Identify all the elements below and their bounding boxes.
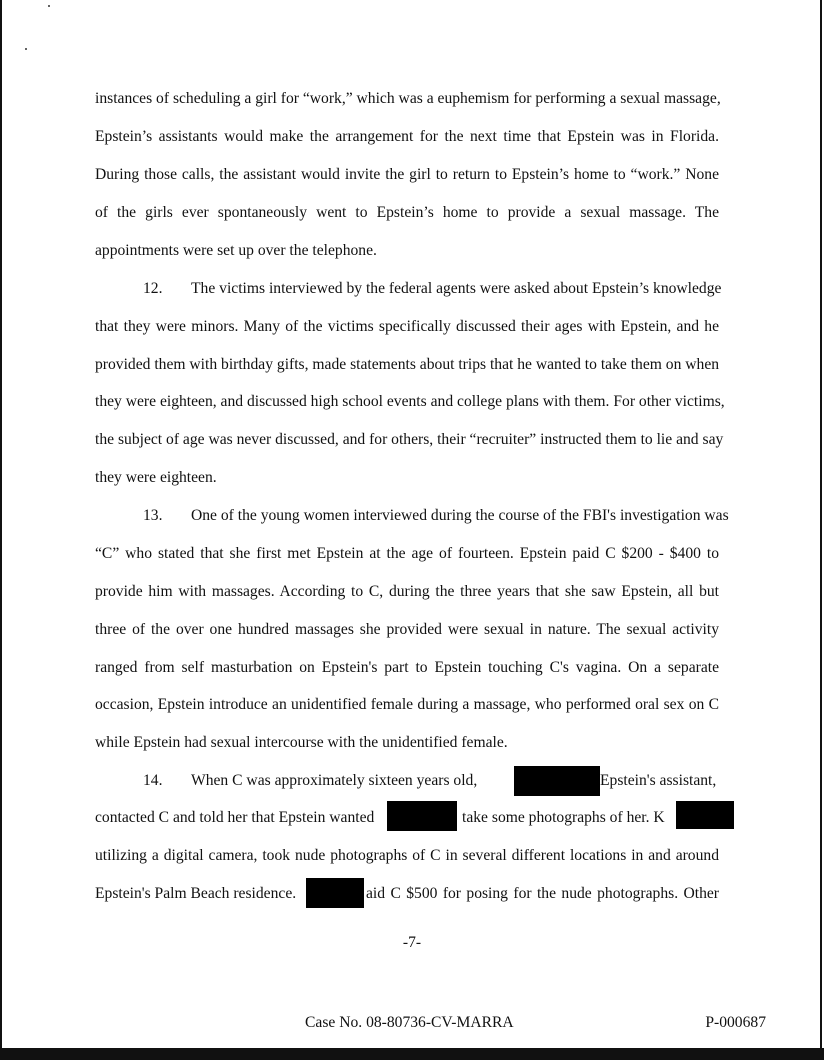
text-fragment: Epstein's Palm Beach residence. (95, 885, 297, 902)
paragraph-13-first-line: 13. One of the young women interviewed during the course of the FBI's investigation was (143, 507, 729, 524)
scan-border-right (820, 0, 822, 1060)
paragraph-number: 14. (143, 772, 163, 789)
text-line: Epstein’s assistants would make the arrangement for the next time that Epstein was in Florida. (95, 128, 719, 145)
scan-border-bottom (0, 1048, 824, 1060)
text-line: while Epstein had sexual intercourse with the unidentified female. (95, 734, 508, 751)
case-number: Case No. 08-80736-CV-MARRA (305, 1014, 514, 1031)
page-number: -7- (402, 934, 422, 951)
bates-number: P-000687 (705, 1014, 766, 1031)
text-line: they were eighteen. (95, 469, 217, 486)
text-line: utilizing a digital camera, took nude photographs of C in several different locations in and around (95, 847, 719, 864)
redaction-bar (514, 766, 600, 796)
text-line: three of the over one hundred massages she provided were sexual in nature. The sexual activity (95, 621, 719, 638)
text-fragment: take some photographs of her. K (462, 809, 665, 826)
paragraph-number: 13. (143, 507, 163, 524)
text-fragment: contacted C and told her that Epstein wanted (95, 809, 375, 826)
text-line: of the girls ever spontaneously went to Epstein’s home to provide a sexual massage. The (95, 204, 719, 221)
paragraph-12-first-line: 12. The victims interviewed by the federal agents were asked about Epstein’s knowledge (143, 280, 722, 297)
text-line: “C” who stated that she first met Epstein at the age of fourteen. Epstein paid C $200 - $400 to (95, 545, 719, 562)
text-line: provide him with massages. According to C, during the three years that she saw Epstein, all but (95, 583, 719, 600)
text-line: ranged from self masturbation on Epstein's part to Epstein touching C's vagina. On a separate (95, 659, 719, 676)
redaction-bar (676, 801, 734, 829)
text-fragment: Epstein's assistant, (600, 772, 717, 789)
text-line: During those calls, the assistant would invite the girl to return to Epstein’s home to “work.” None (95, 166, 719, 183)
paragraph-number: 12. (143, 280, 163, 297)
scan-speck (25, 48, 27, 50)
text-line: occasion, Epstein introduce an unidentified female during a massage, who performed oral sex on C (95, 696, 719, 713)
text-line: that they were minors. Many of the victims specifically discussed their ages with Epstein, and he (95, 318, 719, 335)
scan-speck (48, 5, 50, 7)
text-line: the subject of age was never discussed, and for others, their “recruiter” instructed them to lie and say (95, 431, 724, 448)
text-line: appointments were set up over the telephone. (95, 242, 377, 259)
text-line: they were eighteen, and discussed high school events and college plans with them. For other victims, (95, 393, 725, 410)
scan-border-left (0, 0, 2, 1060)
text-line: provided them with birthday gifts, made statements about trips that he wanted to take them on when (95, 356, 720, 373)
redaction-bar (306, 878, 364, 908)
redaction-bar (387, 801, 457, 831)
text-fragment: aid C $500 for posing for the nude photographs. Other (366, 885, 719, 902)
text-line: instances of scheduling a girl for “work,” which was a euphemism for performing a sexual massage, (95, 90, 721, 107)
paragraph-14-first-line: 14. When C was approximately sixteen years old, (143, 772, 478, 789)
